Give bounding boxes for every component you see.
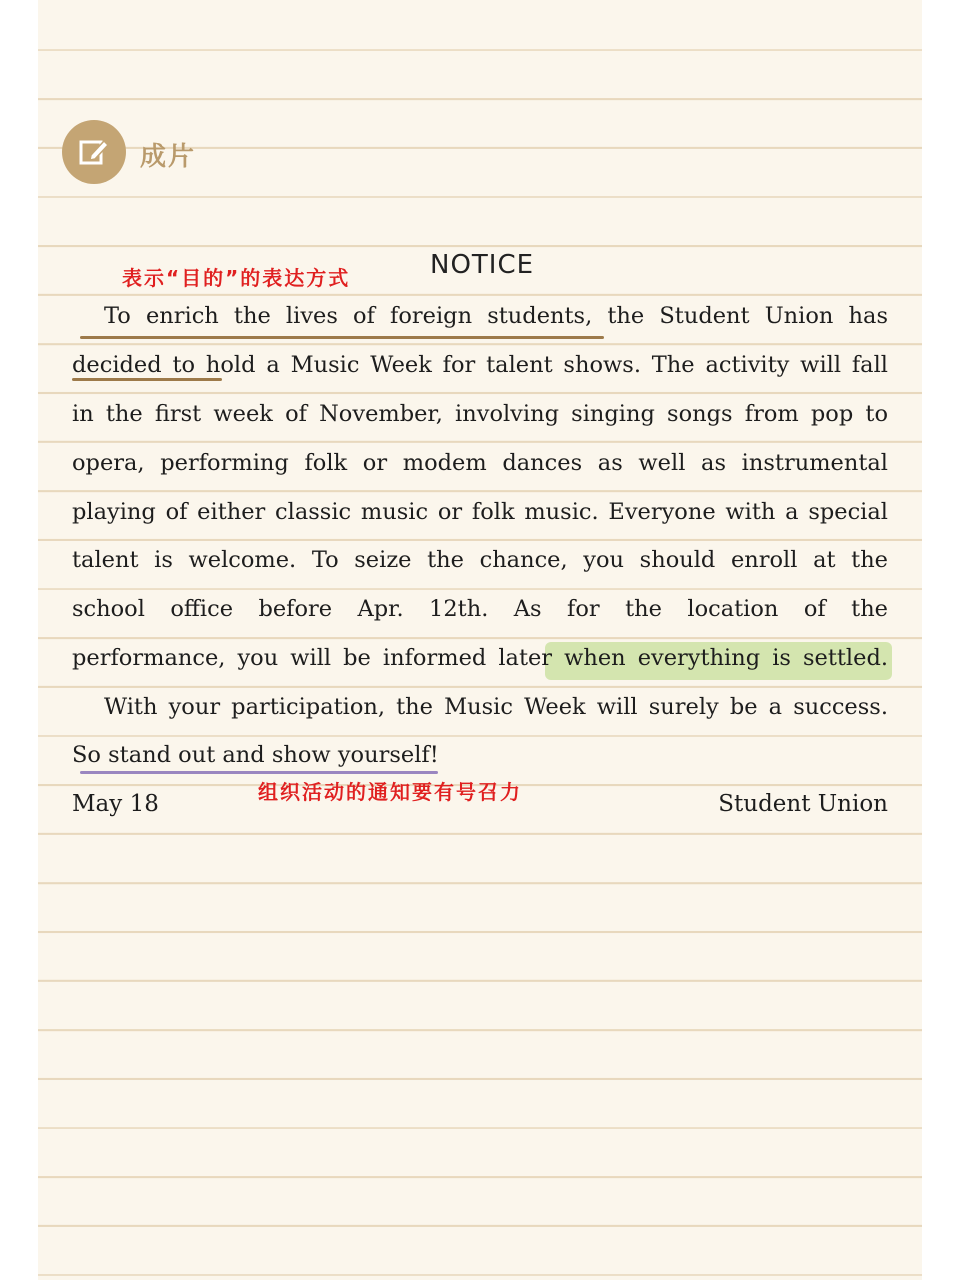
section-title: 成片 xyxy=(140,142,197,172)
notice-line: With your participation, the Music Week will surely be a success. xyxy=(104,694,888,720)
notice-line: playing of either classic music or folk music. Everyone with a special xyxy=(72,499,888,525)
notice-line: decided to hold a Music Week for talent shows. The activity will fall xyxy=(72,352,888,378)
purpose-annotation: 表示“目的”的表达方式 xyxy=(122,266,351,290)
notice-line: performance, you will be informed later when everything is settled. xyxy=(72,645,888,671)
notice-line: in the first week of November, involving singing songs from pop to xyxy=(72,401,888,427)
notice-title: NOTICE xyxy=(430,250,535,280)
notice-line: So stand out and show yourself! xyxy=(72,742,439,768)
notice-line: To enrich the lives of foreign students, the Student Union has xyxy=(104,303,888,329)
appeal-annotation: 组织活动的通知要有号召力 xyxy=(258,780,522,804)
header-badge xyxy=(62,120,126,184)
notice-line: opera, performing folk or modem dances as well as instrumental xyxy=(72,450,888,476)
notice-line: talent is welcome. To seize the chance, you should enroll at the xyxy=(72,547,888,573)
underline-mark xyxy=(80,336,604,339)
notice-date: May 18 xyxy=(72,791,159,817)
notice-signature: Student Union xyxy=(718,791,888,817)
notice-line: school office before Apr. 12th. As for the location of the xyxy=(72,596,888,622)
edit-icon xyxy=(77,135,111,169)
